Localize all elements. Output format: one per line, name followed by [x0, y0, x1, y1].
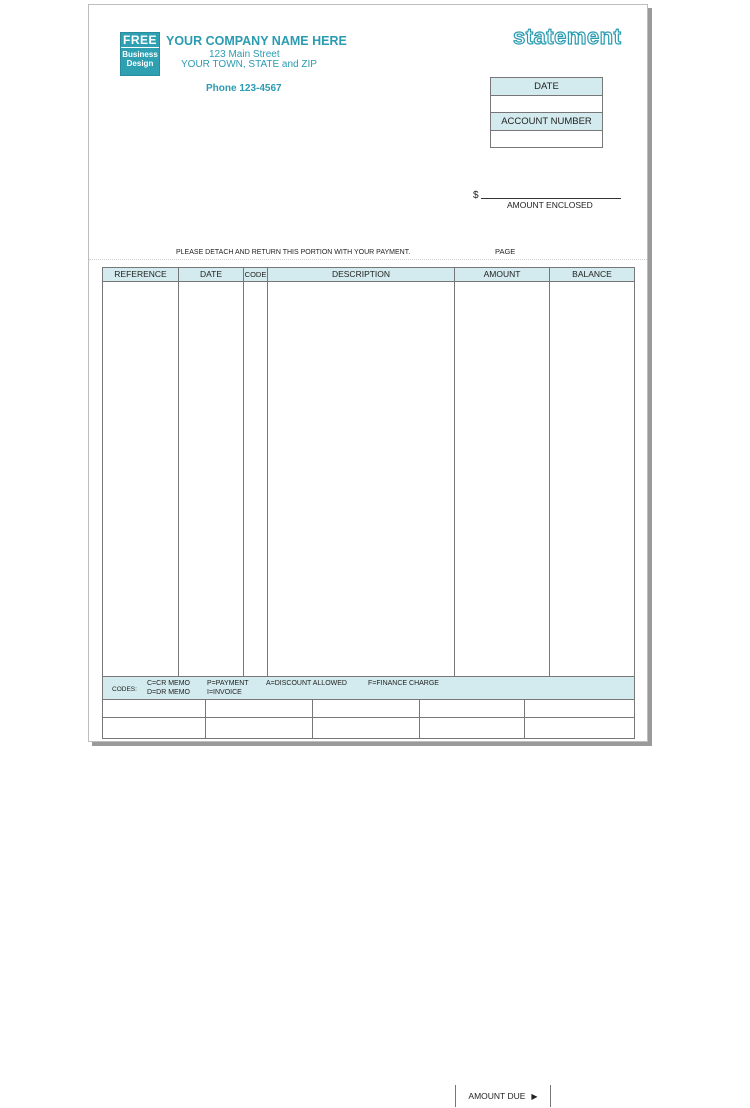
col-date: DATE: [179, 268, 244, 281]
dollar-sign: $: [473, 190, 479, 201]
grid-column-divider: [419, 699, 420, 738]
logo-design-text: Design: [126, 59, 154, 68]
code-item: P=PAYMENT I=INVOICE: [207, 680, 249, 696]
amount-enclosed-label: AMOUNT ENCLOSED: [507, 200, 593, 210]
col-description: DESCRIPTION: [268, 268, 455, 281]
col-balance: BALANCE: [572, 269, 612, 279]
col-code: CODE: [244, 270, 267, 279]
table-header: [103, 268, 634, 282]
column-divider: [178, 281, 179, 676]
grid-row-divider: [103, 717, 634, 718]
logo-business-text: Business: [122, 50, 158, 59]
code-item: F=FINANCE CHARGE: [368, 680, 439, 687]
date-field[interactable]: [491, 96, 602, 113]
triangle-right-icon: ▶: [531, 1092, 538, 1101]
detach-instruction: PLEASE DETACH AND RETURN THIS PORTION WITH YOUR PAYMENT.: [176, 249, 411, 256]
company-street: 123 Main Street: [209, 49, 280, 60]
column-divider: [454, 281, 455, 676]
column-divider: [549, 281, 550, 676]
logo-free-text: FREE: [122, 33, 157, 47]
page-label: PAGE: [495, 247, 516, 256]
date-account-box: [490, 77, 603, 148]
column-divider: [243, 281, 244, 676]
account-number-field[interactable]: [491, 131, 602, 147]
codes-label: CODES:: [112, 686, 137, 693]
account-number-label: ACCOUNT NUMBER: [491, 113, 602, 131]
transactions-table: [102, 267, 635, 1101]
amount-enclosed-field[interactable]: [481, 198, 621, 199]
date-label: DATE: [491, 78, 602, 96]
statement-form: [88, 4, 648, 1101]
grid-column-divider: [312, 699, 313, 738]
company-logo: [120, 32, 160, 76]
grid-column-divider: [524, 699, 525, 738]
code-item: A=DISCOUNT ALLOWED: [266, 680, 347, 687]
bottom-grid: [103, 699, 634, 738]
col-reference: REFERENCE: [103, 268, 179, 281]
col-amount: AMOUNT: [455, 268, 550, 281]
codes-row: [103, 676, 634, 1101]
company-phone: Phone 123-4567: [206, 83, 282, 94]
column-divider: [267, 281, 268, 676]
code-item: C=CR MEMO D=DR MEMO: [147, 680, 190, 696]
perforation-line: [89, 259, 647, 260]
company-name: YOUR COMPANY NAME HERE: [166, 34, 347, 48]
grid-column-divider: [205, 699, 206, 738]
company-city: YOUR TOWN, STATE and ZIP: [181, 59, 317, 70]
document-title: statement: [513, 24, 622, 49]
amount-due-label: AMOUNT DUE ▶: [455, 1085, 551, 1107]
